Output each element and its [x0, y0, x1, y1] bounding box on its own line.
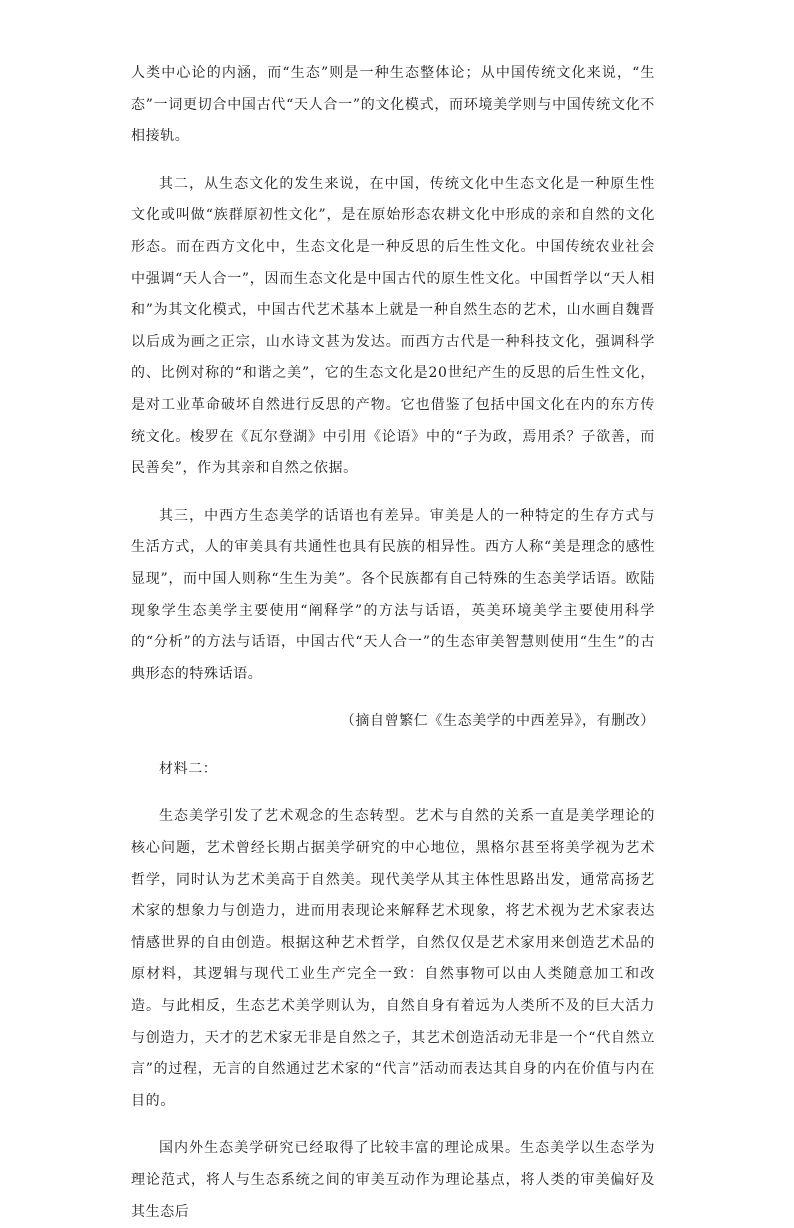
paragraph-material-two-1: 生态美学引发了艺术观念的生态转型。艺术与自然的关系一直是美学理论的核心问题，艺术曾经长期占据美学研究的中心地位，黑格尔甚至将美学视为艺术哲学，同时认为艺术美高于自然美。现代美学从其主体性思路出发，通常高扬艺术家的想象力与创造力，进而用表现论来解释艺术现象，将艺术视为艺术家表达情感世界的自由创造。根据这种艺术哲学，自然仅仅是艺术家用来创造艺术品的原材料，其逻辑与现代工业生产完全一致：自然事物可以由人类随意加工和改造。与此相反，生态艺术美学则认为，自然自身有着远为人类所不及的巨大活力与创造力，天才的艺术家无非是自然之子，其艺术创造活动无非是一个“代自然立言”的过程，无言的自然通过艺术家的“代言”活动而表达其自身的内在价值与内在目的。: [131, 808, 655, 1109]
paragraph-continued: 人类中心论的内涵，而“生态”则是一种生态整体论；从中国传统文化来说，“生态”一词更切合中国古代“天人合一”的文化模式，而环境美学则与中国传统文化不相接轨。: [131, 65, 655, 145]
section-heading-material-two: 材料二：: [159, 760, 218, 777]
paragraph-material-two-2: 国内外生态美学研究已经取得了比较丰富的理论成果。生态美学以生态学为理论范式，将人与生态系统之间的审美互动作为理论基点，将人类的审美偏好及其生态后: [131, 1140, 655, 1220]
paragraph-point-two: 其二，从生态文化的发生来说，在中国，传统文化中生态文化是一种原生性文化或叫做“族群原初性文化”，是在原始形态农耕文化中形成的亲和自然的文化形态。而在西方文化中，生态文化是一种反思的后生性文化。中国传统农业社会中强调“天人合一”，因而生态文化是中国古代的原生性文化。中国哲学以“天人相和”为其文化模式，中国古代艺术基本上就是一种自然生态的艺术，山水画自魏晋以后成为画之正宗，山水诗文甚为发达。而西方古代是一种科技文化，强调科学的、比例对称的“和谐之美”，它的生态文化是20世纪产生的反思的后生性文化，是对工业革命破坏自然进行反思的产物。它也借鉴了包括中国文化在内的东方传统文化。梭罗在《瓦尔登湖》中引用《论语》中的“子为政，焉用杀？子欲善，而民善矣”，作为其亲和自然之依据。: [131, 175, 655, 477]
source-citation: （摘自曾繁仁《生态美学的中西差异》，有删改）: [340, 713, 655, 730]
document-page: [131, 58, 655, 1228]
paragraph-point-three: 其三，中西方生态美学的话语也有差异。审美是人的一种特定的生存方式与生活方式，人的审美具有共通性也具有民族的相异性。西方人称“美是理念的感性显现”，而中国人则称“生生为美”。各个民族都有自己特殊的生态美学话语。欧陆现象学生态美学主要使用“阐释学”的方法与话语，英美环境美学主要使用科学的“分析”的方法与话语，中国古代“天人合一”的生态审美智慧则使用“生生”的古典形态的特殊话语。: [131, 507, 655, 682]
